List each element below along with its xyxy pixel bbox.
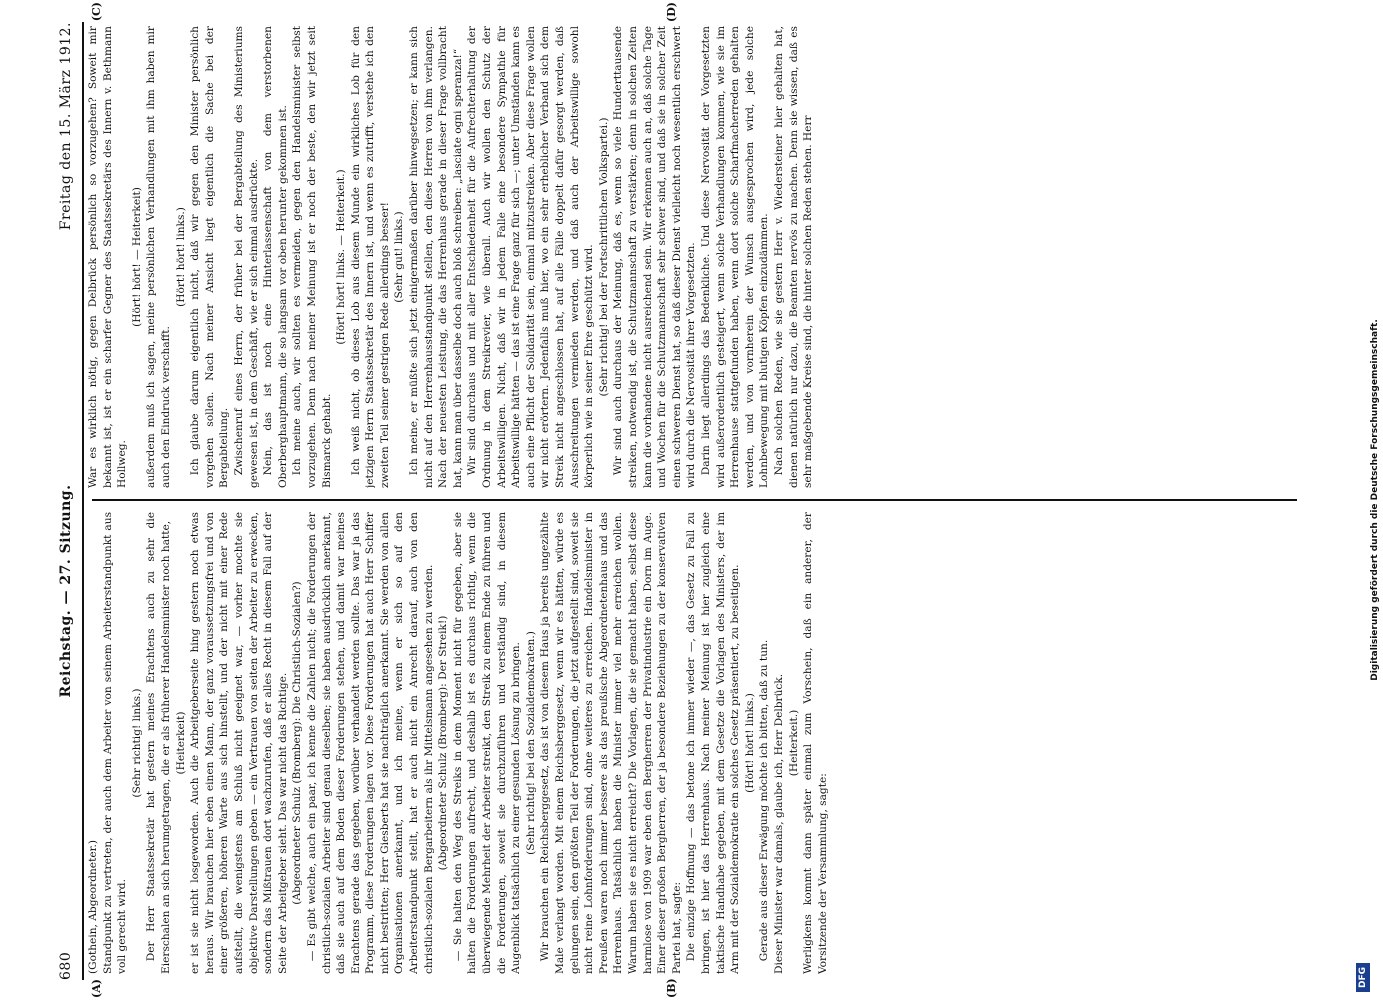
paragraph: Wir sind auch durchaus der Meinung, daß es, wenn so viele Hunderttausende streiken, notwendig ist, die Schutzmannschaft zu verstärken; denn in solchen Zeiten kann die vorhandene nicht ausreichend sein. Wir erkennen auch an, daß solche Tage und Wochen für die Schutzmannschaft sehr schwer sind, und daß sie in solcher Zeit einen schweren Dienst hat, so daß dieser Dienst vielleicht noch wesentlich erschwert wird durch die Nervosität ihrer Vorgesetzten. [612, 26, 698, 488]
paragraph: Standpunkt zu vertreten, der auch dem Arbeiter von seinem Arbeiterstandpunkt aus voll gerecht wird. [101, 512, 129, 974]
interjection: (Hört! hört! links.) [743, 693, 756, 793]
interjection: (Heiterkeit) [174, 711, 187, 775]
paragraph: Gerade aus dieser Erwägung möchte ich bitten, daß zu tun. [758, 639, 771, 962]
paragraph: Ich glaube darum eigentlich nicht, daß wir gegen den Minister persönlich vorgehen sollen. Nach meiner Ansicht liegt eigentlich die Sache bei der Bergabteilung. [189, 26, 231, 488]
paragraph: Ich meine, er müßte sich jetzt einigermaßen darüber hinwegsetzen; er kann sich nicht auf den Herrenhausstandpunkt stellen, den diese Herren von ihm verlangen. Nach der neuesten Leistung, die das Herrenhaus gerade in dieser Frage vollbracht hat, kann man über dasselbe doch auch bloß schreiben: „lasciate ogni speranza!“ [408, 26, 464, 488]
interjection: (Sehr gut! links.) [393, 211, 406, 303]
paragraph: — Sie halten den Weg des Streiks in dem Moment nicht für gegeben, aber sie halten die Forderungen aufrecht, und deshalb ist es durchaus richtig, wenn die überwiegende Mehrheit der Arbeiter streikt, den Streik zu einem Ende zu führen und die Forderungen, soweit sie durchzuführen und verständig sind, in diesem Augenblick tatsächlich zu einer gesunden Lösung zu bringen. [451, 512, 523, 974]
interjection: (Abgeordneter Schulz (Bromberg): Die Christlich-Sozialen?) [291, 581, 304, 905]
paragraph: Zwischenruf eines Herrn, der früher bei der Bergabteilung des Ministeriums gewesen ist, in dem Geschäft, wie er sich einmal ausdrückte. [232, 26, 260, 488]
interjection: (Abgeordneter Schulz (Bromberg): Der Streik!) [437, 615, 450, 871]
paragraph: Nein, das ist noch eine Hinterlassenschaft von dem verstorbenen Oberberghauptmann, die so langsam vor oben herunter gekommen ist. [262, 26, 289, 488]
interjection: (Heiterkeit.) [787, 709, 800, 777]
margin-letter-d: (D) [665, 2, 678, 22]
interjection: (Hört! hört! links. — Heiterkeit.) [335, 169, 348, 345]
paragraph: Ich meine auch, wir sollten es vermeiden, gegen den Handelsminister selbst vorzugehen. Denn nach meiner Meinung ist er noch der beste, den wir jetzt seit Bismarck gehabt. [291, 26, 333, 488]
digitization-credit: Digitalisierung gefördert durch die Deutsche Forschungsgemeinschaft. [1370, 319, 1380, 681]
header-rule [82, 22, 84, 980]
margin-letter-c: (C) [90, 2, 103, 22]
paragraph: außerdem muß ich sagen, meine persönlichen Verhandlungen mit ihm haben mir auch den Eindruck verschafft. [145, 26, 172, 488]
text-column-right [86, 26, 1301, 488]
paragraph: — Es gibt welche, auch ein paar, ich kenne die Zahlen nicht; die Forderungen der christlich-sozialen Arbeiter sind genau dieselben; sie haben ausdrücklich anerkannt, daß sie auch auf dem Boden dieser Forderungen stehen, und damit war meines Erachtens gerade das gegeben, worüber verhandelt werden sollte. Das war ja das Programm, diese Forderungen lagen vor. Diese Forderungen hat auch Herr Schiffer nicht bestritten; Herr Giesberts hat sie nachträglich anerkannt. Sie werden von allen Organisationen anerkannt, und ich meine, wenn er sich so auf den Arbeiterstandpunkt stellt, hat er auch nicht ein Anrecht darauf, auch von den christlich-sozialen Bergarbeitern als ihr Mittelsmann angesehen zu werden. [305, 512, 435, 974]
paragraph: Darin liegt allerdings das Bedenkliche. Und diese Nervosität der Vorgesetzten wird außerordentlich gesteigert, wenn solche Verhandlungen kommen, wie sie im Herrenhause stattgefunden haben, wenn dort solche Scharfmacherreden gehalten werden, und von vornherein der Wunsch ausgesprochen wird, jede solche Lohnbewegung mit blutigen Köpfen einzudämmen. [699, 26, 771, 488]
paragraph: Ich weiß nicht, ob dieses Lob aus diesem Munde ein wirkliches Lob für den jetzigen Herrn Staatssekretär des Innern ist, und wenn es zutrifft, verstehe ich den zweiten Teil seiner gestrigen Rede allerdings besser! [349, 26, 391, 488]
paragraph: War es wirklich nötig, gegen Delbrück persönlich so vorzugehen? Soweit mir bekannt ist, ist er ein scharfer Gegner des Staatssekretärs des Innern v. Bethmann Hollweg. [87, 26, 129, 488]
page-number: 680 [58, 951, 74, 980]
paragraph: Werligkens kommt dann später einmal zum Vorschein, daß ein anderer, der Vorsitzende der Versammlung, sagte: [802, 512, 829, 974]
text-column-left [86, 512, 1301, 974]
column-divider [92, 499, 1297, 501]
page-header [58, 22, 80, 980]
paragraph: Dieser Minister war damals, glaube ich, Herr Delbrück. [772, 673, 785, 974]
paragraph: Die einzige Hoffnung — das betone ich immer wieder —, das Gesetz zu Fall zu bringen, ist hier das Herrenhaus. Nach meiner Meinung ist hier zugleich eine taktische Handhabe gegeben, mit dem Gesetze die Vorlagen des Ministers, der im Arm mit der Sozialdemokratie ein solches Gesetz präsentiert, zu beseitigen. [685, 512, 742, 974]
paragraph: Der Herr Staatssekretär hat gestern meines Erachtens auch zu sehr die Eierschalen an sich herumgetragen, die er als früherer Handelsminister noch hatte, [145, 512, 172, 974]
paragraph: Nach solchen Reden, wie sie gestern Herr v. Wiedersteiner hier gehalten hat, dienen natürlich nur dazu, die Beamten nervös zu machen. Denn sie wissen, daß es sehr maßgebende Kreise sind, die hinter solchen Reden stehen. Herr [772, 26, 815, 488]
interjection: (Sehr richtig! links.) [130, 688, 143, 798]
dfg-logo: DFG [1356, 963, 1370, 992]
interjection: (Sehr richtig! bei der Fortschrittlichen Volkspartei.) [597, 117, 610, 397]
paragraph: (Gothein, Abgeordneter.) [87, 840, 99, 974]
margin-letter-b: (B) [665, 978, 678, 998]
session-date: Freitag den 15. März 1912. [58, 22, 74, 231]
paragraph: Wir brauchen ein Reichsberggesetz, das ist von diesem Haus ja bereits ungezählte Male verlangt worden. Mit einem Reichsberggesetz, wenn wir es hätten, würde es gelungen sein, den größten Teil der Forderungen, die jetzt aufgestellt sind, soweit sie nicht reine Lohnforderungen sind, ohne weiteres zu erreichen. Handelsminister in Preußen waren noch immer bessere als das preußische Abgeordnetenhaus und das Herrenhaus. Tatsächlich haben die Minister immer viel mehr erreichen wollen. Warum haben sie es nicht erreicht? Die Vorlagen, die sie gemacht haben, selbst diese harmlose von 1909 war eben den Bergherren der Privatindustrie ein Dorn im Auge. Einer dieser großen Bergherren, der ja besondere Beziehungen zu der konservativen Partei hat, sagte: [539, 512, 683, 974]
margin-letter-a: (A) [90, 979, 103, 998]
interjection: (Sehr richtig! bei den Sozialdemokraten.) [524, 631, 537, 855]
interjection: (Hört! hört! — Heiterkeit) [130, 187, 143, 327]
running-title: Reichstag. — 27. Sitzung. [58, 484, 74, 698]
interjection: (Hört! hört! links.) [174, 207, 187, 307]
paragraph: er ist sie nicht losgeworden. Auch die Arbeitgeberseite hing gestern noch etwas heraus. Wir brauchen hier eben einen Mann, der ganz voraussetzungsfrei und von einer größeren, höheren Warte aus sich hinstellt, und der nicht mit einer Rede aufstellt, die wenigstens am Schluß nicht geeignet war, — vorher mochte sie objektive Darstellungen geben — ein Vertrauen von seiten der Arbeiter zu erwecken, sondern das Mißtrauen dort wachzurufen, daß er alles Recht in diesem Fall auf der Seite der Arbeitgeber sieht. Das war nicht das Richtige. [189, 512, 289, 974]
paragraph: Wir sind durchaus und mit aller Entschiedenheit für die Aufrechterhaltung der Ordnung in dem Streikrevier, wie überall. Auch wir wollen den Schutz der Arbeitswilligen. Nicht, daß wir in jedem Falle eine besondere Sympathie für Arbeitswillige hätten — das ist eine Frage ganz für sich —; unter Umständen kann es auch eine Pflicht der Solidarität sein, einmal mitzustreiken. Aber diese Frage wollen wir nicht erörtern. Jedenfalls muß hier, wo ein sehr erheblicher Verband sich dem Streik nicht angeschlossen hat, auf alle Fälle doppelt dafür gesorgt werden, daß Ausschreitungen vermieden werden, und daß auch der Arbeitswillige sowohl körperlich wie in seiner Ehre geschützt wird. [466, 26, 596, 488]
